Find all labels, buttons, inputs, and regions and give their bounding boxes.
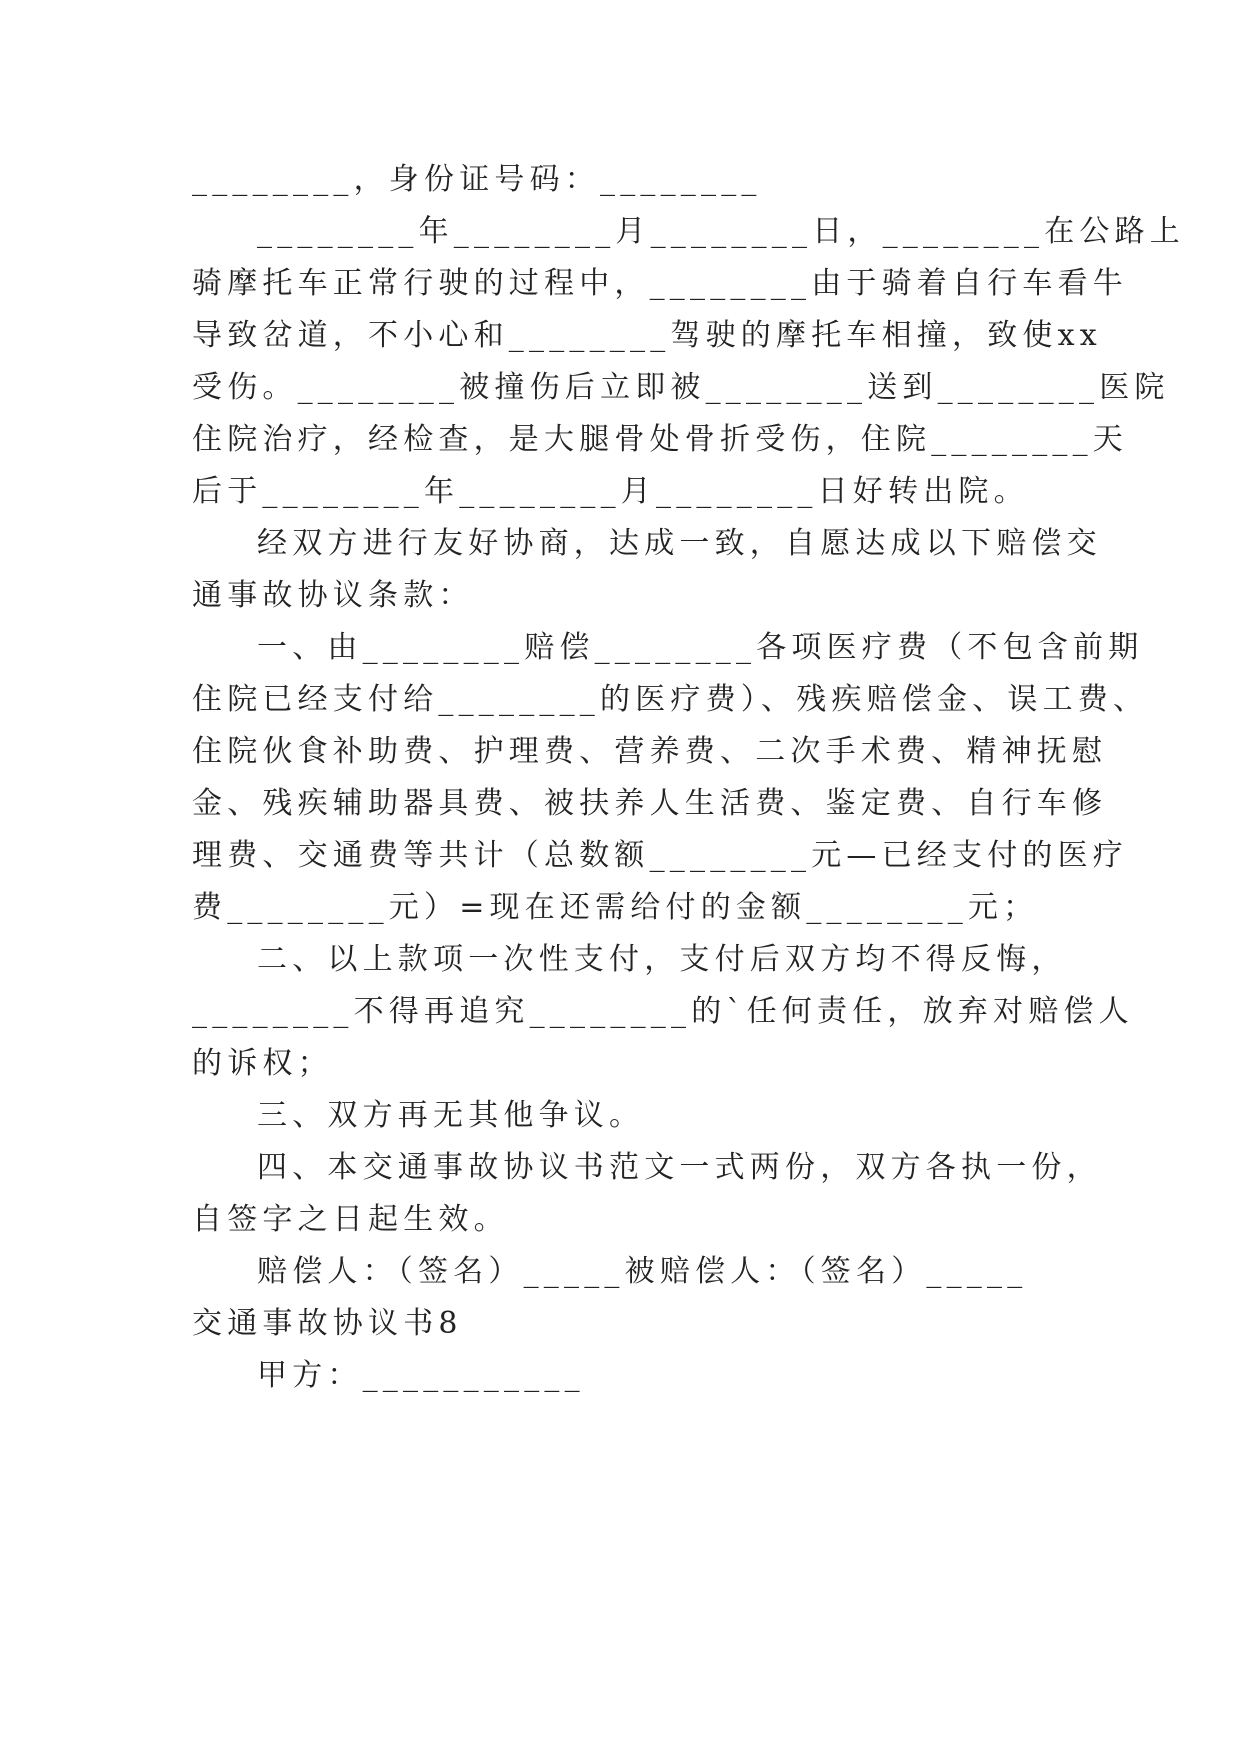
clause-3: 三、双方再无其他争议。 [257, 1098, 645, 1133]
clause-2-line-2: ________不得再追究________的`任何责任，放弃对赔偿人 [192, 994, 1134, 1029]
text-line-discharge: 后于________年________月________日好转出院。 [192, 474, 1029, 509]
clause-2-line-1: 二、以上款项一次性支付，支付后双方均不得反悔， [257, 942, 1067, 977]
text-line-motorcycle: 骑摩托车正常行驶的过程中，________由于骑着自行车看牛 [192, 266, 1128, 301]
party-a-line: 甲方：___________ [257, 1358, 585, 1393]
text-line-injury: 受伤。________被撞伤后立即被________送到________医院 [192, 370, 1170, 405]
clause-1-line-4: 金、残疾辅助器具费、被扶养人生活费、鉴定费、自行车修 [192, 786, 1108, 821]
text-line-identity: ________，身份证号码：________ [192, 162, 762, 197]
text-line-accident-date: ________年________月________日，________在公路上 [257, 214, 1185, 249]
clause-1-line-1: 一、由________赔偿________各项医疗费（不包含前期 [257, 630, 1144, 665]
clause-1-line-5: 理费、交通费等共计（总数额________元—已经支付的医疗 [192, 838, 1128, 873]
clause-2-line-3: 的诉权； [192, 1046, 333, 1081]
clause-1-line-2: 住院已经支付给________的医疗费）、残疾赔偿金、误工费、 [192, 682, 1149, 717]
signature-line: 赔偿人：（签名）_____被赔偿人：（签名）_____ [257, 1254, 1028, 1289]
text-line-negotiation: 经双方进行友好协商，达成一致，自愿达成以下赔偿交 [257, 526, 1102, 561]
text-line-collision: 导致岔道，不小心和________驾驶的摩托车相撞，致使xx [192, 318, 1102, 353]
clause-4-line-1: 四、本交通事故协议书范文一式两份，双方各执一份， [257, 1150, 1102, 1185]
text-line-hospital: 住院治疗，经检查，是大腿骨处骨折受伤，住院________天 [192, 422, 1128, 457]
next-document-title: 交通事故协议书8 [192, 1306, 463, 1341]
text-line-terms-intro: 通事故协议条款： [192, 578, 474, 613]
clause-1-line-3: 住院伙食补助费、护理费、营养费、二次手术费、精神抚慰 [192, 734, 1108, 769]
clause-4-line-2: 自签字之日起生效。 [192, 1202, 509, 1237]
clause-1-line-6: 费________元）=现在还需给付的金额________元； [192, 890, 1039, 925]
